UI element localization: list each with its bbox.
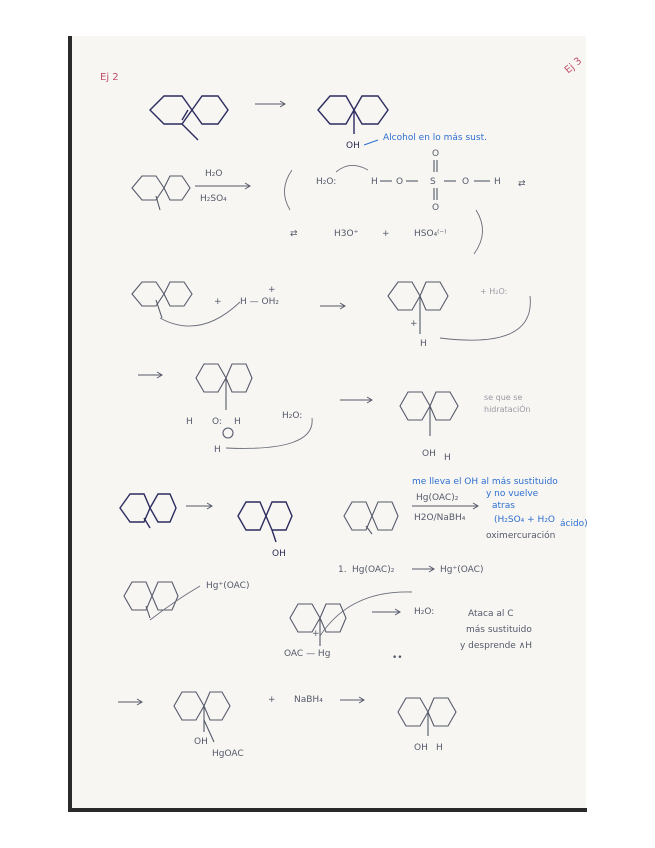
blue-note-1: me lleva el OH al más sustituido [412,477,558,487]
final-alcohol-product [398,698,456,736]
note-arrow-1 [364,140,378,145]
oximercuration-label: oximercuración [486,531,556,541]
h-oh2: H — OH₂ [240,297,279,307]
carbocation-h: H [420,339,427,349]
h2o-colon-2: H₂O: [282,411,303,421]
h2so4-reagent: H₂SO₄ [200,194,227,204]
oxonium-h-right: H [234,417,241,427]
dissociation-number: 1. [338,565,347,575]
carbocation-charge: + [410,319,418,329]
organomercury-alcohol [174,692,230,742]
curved-arrow-protonation [336,165,368,172]
oac-hg: OAC — Hg [284,649,331,659]
blue-note-5: ácido) [560,519,588,529]
h-product-2: H [444,453,451,463]
attack-note-3: y desprende ∧H [460,641,533,651]
mercurinium-intermediate [290,604,346,646]
blue-note-2: y no vuelve [486,489,539,499]
blue-note-3: atras [492,501,515,511]
hgoac-reagent: Hg(OAC)₂ [416,493,459,503]
attack-note-2: más sustituido [466,625,532,635]
sulfuric-o1: O [396,177,404,187]
equilibrium-arrow-1: ⇄ [518,179,526,189]
h2o-reagent: H₂O [205,169,223,179]
dissociation-rhs: Hg⁺(OAC) [440,565,484,575]
exercise-label-2: Ej 2 [100,72,119,83]
alcohol-note: Alcohol en lo más sust. [383,133,487,143]
sulfuric-o-bottom: O [432,203,440,213]
h2o-nabh4-reagent: H2O/NaBH₄ [414,513,466,523]
reactant-bicyclic-alkene-4 [120,494,176,528]
reactant-bicyclic-alkene-3 [132,282,192,318]
oh-final-1: OH [194,737,208,747]
reactant-bicyclic-alkene-2 [132,176,190,210]
hg-oac-attack: Hg⁺(OAC) [206,581,250,591]
blue-note-4: (H₂SO₄ + H₂O [494,515,556,525]
oxonium-o: O: [212,417,222,427]
reactant-bicyclic-alkene-5 [344,502,398,534]
product-bicyclic-alcohol-3 [238,502,292,542]
plus-sign-2: + [214,297,222,307]
h2o-colon-3: H₂O: [414,607,435,617]
plus-nabh4: + [268,695,276,705]
oxonium-h-bottom: H [214,445,221,455]
hgoac-final: HgOAC [212,749,244,759]
exercise-label-3: Ej 3 [562,55,585,77]
h2o-colon-1: H₂O: [316,177,337,187]
reactant-bicyclic-alkene-1 [150,96,228,140]
curved-arrow-water [440,296,530,340]
sulfuric-s: S [430,177,436,187]
attack-note-1: Ataca al C [468,609,514,619]
faint-water: + H₂O: [480,287,508,296]
oh-label-1: OH [346,141,360,151]
oxonium-h-left: H [186,417,193,427]
oh-product-2: OH [422,449,436,459]
faint-note-line1: se que se [484,393,523,402]
dissociation-lhs: Hg(OAC)₂ [352,565,395,575]
hydronium: H3O⁺ [334,229,359,239]
oxonium-charge [223,428,233,438]
equilibrium-arrow-2: ⇄ [290,229,298,239]
oh-product-3: OH [272,549,286,559]
reactant-bicyclic-alkene-6 [124,582,178,618]
plus-sign-1: + [382,229,390,239]
h-final-2: H [436,743,443,753]
hydration-product [400,392,458,436]
bisulfate: HSO₄⁽⁻⁾ [414,229,447,239]
sulfuric-o-top: O [432,149,440,159]
lone-pair-dots: •• [392,653,403,663]
carbocation-intermediate [388,282,448,334]
mercurinium-charge: + [312,629,320,639]
nabh4: NaBH₄ [294,695,323,705]
sulfuric-h-left: H [371,177,378,187]
oh-final-2: OH [414,743,428,753]
sulfuric-o2: O [462,177,470,187]
product-bicyclic-alcohol-1 [318,96,388,134]
bracket-close [474,210,483,254]
curved-arrow-water-2 [320,592,412,636]
oxonium-intermediate [196,364,252,410]
h-oh2-charge: + [268,285,276,295]
bracket-open [284,170,292,210]
faint-note-line2: hidrataciÓn [484,405,531,414]
sulfuric-h-right: H [494,177,501,187]
